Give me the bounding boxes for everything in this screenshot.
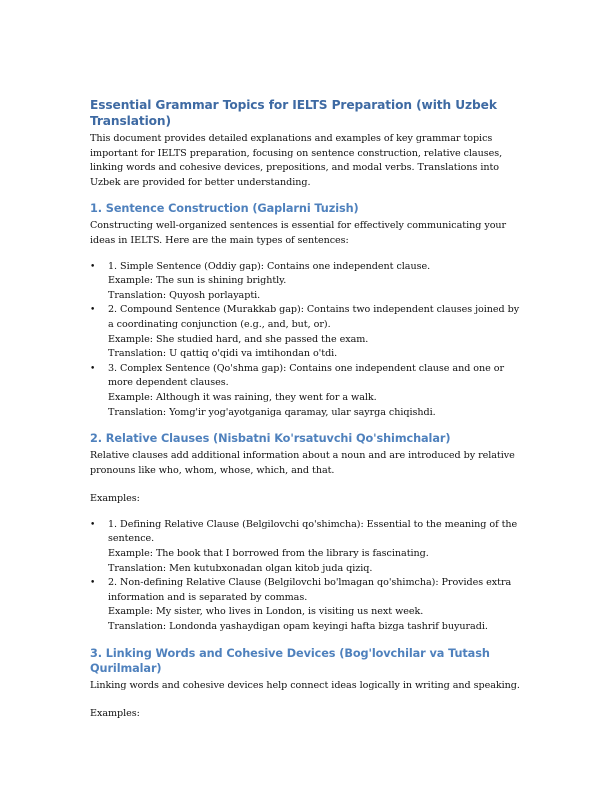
section-text: Constructing well-organized sentences is essential for effectively communicating your ideas in IELTS. Here are the main types of sentences:	[90, 220, 507, 246]
item-translation: Translation: Men kutubxonadan olgan kitob juda qiziq.	[108, 562, 373, 574]
section-text: Linking words and cohesive devices help connect ideas logically in writing and speaking.	[90, 679, 520, 691]
item-example: Example: The book that I borrowed from the library is fascinating.	[108, 548, 429, 560]
section-heading-sentence-construction: 1. Sentence Construction (Gaplarni Tuzish)	[90, 202, 359, 216]
list-item	[90, 518, 524, 576]
item-definition: 1. Defining Relative Clause (Belgilovchi qo'shimcha): Essential to the meaning of the sentence.	[108, 518, 518, 545]
item-example: Example: The sun is shining brightly.	[108, 275, 287, 287]
document-title: Essential Grammar Topics for IELTS Preparation (with Uzbek Translation)	[90, 98, 497, 128]
section-heading-linking-words: 3. Linking Words and Cohesive Devices (Bog'lovchilar va Tutash Qurilmalar)	[90, 646, 490, 675]
item-translation: Translation: Yomg'ir yog'ayotganiga qaramay, ular sayrga chiqishdi.	[108, 406, 436, 418]
item-translation: Translation: Quyosh porlayapti.	[108, 289, 261, 301]
examples-label: Examples:	[90, 708, 140, 720]
item-definition: 3. Complex Sentence (Qo'shma gap): Contains one independent clause and one or more dependent clauses.	[108, 362, 505, 389]
list-item	[90, 260, 524, 304]
item-translation: Translation: Londonda yashaydigan opam keyingi hafta bizga tashrif buyuradi.	[108, 621, 488, 633]
bullet-icon: •	[90, 578, 96, 589]
item-definition: 2. Compound Sentence (Murakkab gap): Contains two independent clauses joined by a coordinating conjunction (e.g., and, but, or).	[108, 304, 520, 330]
section-text: Relative clauses add additional information about a noun and are introduced by relative pronouns like who, whom, whose, which, and that.	[90, 450, 515, 476]
bullet-icon: •	[90, 519, 96, 530]
section-heading-relative-clauses: 2. Relative Clauses (Nisbatni Ko'rsatuvchi Qo'shimchalar)	[90, 432, 451, 446]
intro-paragraph: This document provides detailed explanations and examples of key grammar topics important for IELTS preparation, focusing on sentence construction, relative clauses, linking words and cohesive devices, prepositions, and modal verbs. Translations into Uzbek are provided for better understanding.	[90, 133, 503, 188]
item-definition: 2. Non-defining Relative Clause (Belgilovchi bo'lmagan qo'shimcha): Provides extra information and is separated by commas.	[108, 577, 512, 603]
bullet-icon: •	[90, 363, 96, 374]
relative-clauses-list	[90, 518, 524, 635]
examples-label: Examples:	[90, 493, 140, 505]
list-item	[90, 576, 524, 634]
item-translation: Translation: U qattiq o'qidi va imtihondan o'tdi.	[108, 348, 338, 360]
item-definition: 1. Simple Sentence (Oddiy gap): Contains one independent clause.	[108, 260, 431, 272]
list-item	[90, 303, 524, 361]
list-item	[90, 362, 524, 420]
item-example: Example: My sister, who lives in London, is visiting us next week.	[108, 606, 424, 618]
bullet-icon: •	[90, 261, 96, 272]
bullet-icon: •	[90, 305, 96, 316]
sentence-types-list	[90, 260, 524, 421]
item-example: Example: Although it was raining, they went for a walk.	[108, 391, 377, 403]
item-example: Example: She studied hard, and she passed the exam.	[108, 333, 369, 345]
